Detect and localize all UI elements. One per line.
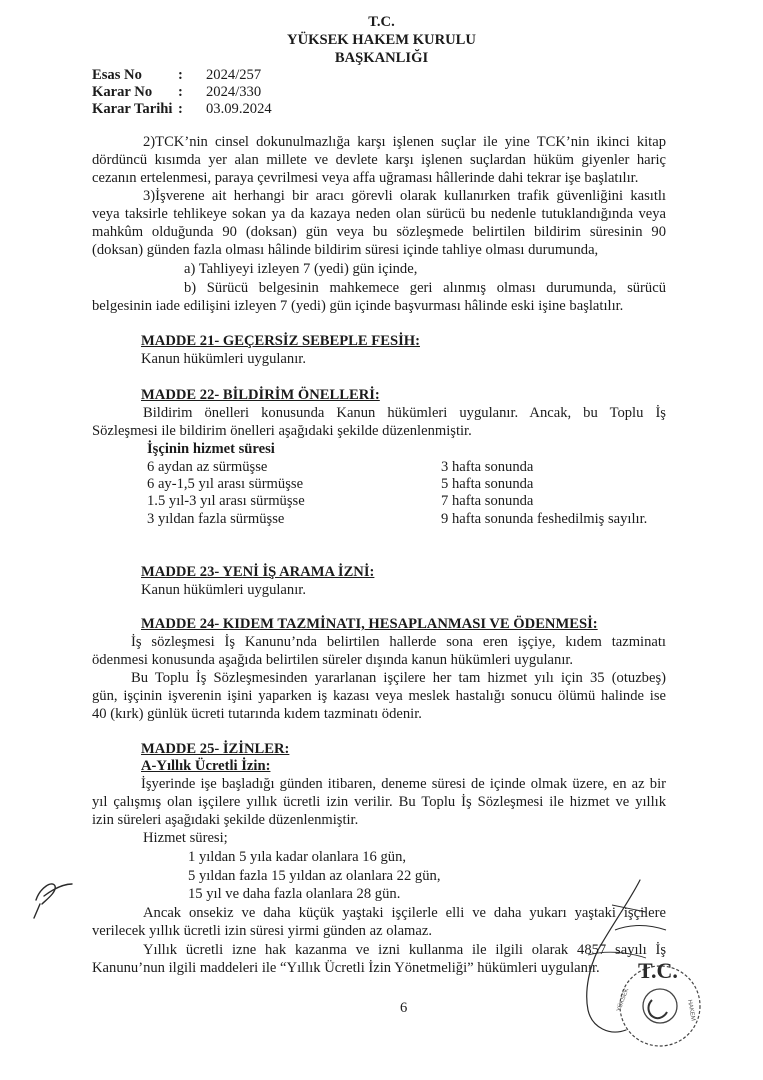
paragraph-line: 2)TCK’nin cinsel dokunulmazlığa karşı işlenen suçlar ile yine TCK’nin ikinci kitap xyxy=(143,134,666,150)
meta-key: Karar Tarihi xyxy=(92,101,173,117)
article-25-subtitle: A-Yıllık Ücretli İzin: xyxy=(141,758,271,774)
svg-text:YÜKSEK: YÜKSEK xyxy=(616,987,631,1013)
paragraph-line: Ancak onsekiz ve daha küçük yaştaki işçilerle elli ve daha yukarı yaştaki işçilere xyxy=(143,905,666,921)
paragraph-line: Sözleşmesi ile bildirim önelleri aşağıdaki şekilde düzenlenmiştir. xyxy=(92,423,472,439)
article-22-title: MADDE 22- BİLDİRİM ÖNELLERİ: xyxy=(141,387,380,403)
paragraph-line: mahkûm olduğunda 90 (doksan) gün veya bu sözleşmede belirtilen bildirim süresinin 90 xyxy=(92,224,666,240)
paragraph-line: b) Sürücü belgesinin mahkemece geri alınmış olması durumunda, sürücü xyxy=(184,280,666,296)
paragraph-line: izin süreleri aşağıdaki şekilde düzenlenmiştir. xyxy=(92,812,359,828)
meta-value: 2024/257 xyxy=(206,67,262,83)
article-23-title: MADDE 23- YENİ İŞ ARAMA İZNİ: xyxy=(141,564,375,580)
notice-row-left: 6 aydan az sürmüşse xyxy=(147,459,268,475)
paragraph-line: a) Tahliyeyi izleyen 7 (yedi) gün içinde, xyxy=(184,261,418,277)
meta-value: 2024/330 xyxy=(206,84,262,100)
notice-row-right: 7 hafta sonunda xyxy=(441,493,534,509)
paragraph-line: ödenmesi konusunda aşağıda belirtilen süreler dışında kanun hükümleri uygulanır. xyxy=(92,652,574,668)
meta-value: 03.09.2024 xyxy=(206,101,272,117)
notice-table-header: İşçinin hizmet süresi xyxy=(147,441,275,457)
meta-sep: : xyxy=(178,67,183,83)
notice-row-right: 5 hafta sonunda xyxy=(441,476,534,492)
notice-row-right: 9 hafta sonunda feshedilmiş sayılır. xyxy=(441,511,648,527)
notice-row-right: 3 hafta sonunda xyxy=(441,459,534,475)
article-21-body: Kanun hükümleri uygulanır. xyxy=(141,351,306,367)
leave-item: 15 yıl ve daha fazla olanlara 28 gün. xyxy=(188,886,401,902)
notice-row-left: 3 yıldan fazla sürmüşse xyxy=(147,511,285,527)
article-24-title: MADDE 24- KIDEM TAZMİNATI, HESAPLANMASI VE ÖDENMESİ: xyxy=(141,616,598,632)
paragraph-line: (doksan) günden fazla olması hâlinde bildirim süresi içinde tahliye olması durumunda, xyxy=(92,242,599,258)
paragraph-line: Bildirim önelleri konusunda Kanun hükümleri uygulanır. Ancak, bu Toplu İş xyxy=(143,405,666,421)
meta-key: Karar No xyxy=(92,84,153,100)
paragraph-line: verilecek yıllık ücretli izin süresi yirmi günden az olamaz. xyxy=(92,923,432,939)
paragraph-line: yıl çalışmış olan işçilere yıllık ücretli izin verilir. Bu Toplu İş Sözleşmesi ile hizmet ve yıllık xyxy=(92,794,666,810)
paragraph-line: cezanın ertelenmesi, paraya çevrilmesi veya affa uğraması hâllerinde dahi tekrar işe başlatılır. xyxy=(92,170,639,186)
meta-sep: : xyxy=(178,84,183,100)
leave-item: 1 yıldan 5 yıla kadar olanlara 16 gün, xyxy=(188,849,407,865)
header-line-presidency: BAŞKANLIĞI xyxy=(334,50,429,66)
article-21-title: MADDE 21- GEÇERSİZ SEBEPLE FESİH: xyxy=(141,333,420,349)
notice-row-left: 1.5 yıl-3 yıl arası sürmüşse xyxy=(147,493,305,509)
service-label: Hizmet süresi; xyxy=(143,830,228,846)
article-25-title: MADDE 25- İZİNLER: xyxy=(141,741,290,757)
svg-text:HAKEM: HAKEM xyxy=(686,999,696,1022)
paragraph-line: İşyerinde işe başladığı günden itibaren, deneme süresi de içinde olmak üzere, en az bir xyxy=(141,776,666,792)
paragraph-line: İş sözleşmesi İş Kanunu’nda belirtilen hallerde sona eren işçiye, kıdem tazminatı xyxy=(131,634,666,650)
paragraph-line: veya taksirle tehlikeye sokan ya da kazaya neden olan sürücü bu nedenle tutuklandığında veya xyxy=(92,206,666,222)
leave-item: 5 yıldan fazla 15 yıldan az olanlara 22 gün, xyxy=(188,868,441,884)
header-line-court: YÜKSEK HAKEM KURULU xyxy=(287,32,476,48)
meta-key: Esas No xyxy=(92,67,142,83)
header-line-tc: T.C. xyxy=(368,14,395,30)
paragraph-line: Kanunu’nun ilgili maddeleri ile “Yıllık Ücretli İzin Yönetmeliği” hükümleri uygulanır. xyxy=(92,960,600,976)
article-23-body: Kanun hükümleri uygulanır. xyxy=(141,582,306,598)
stamp-text: T.C. xyxy=(638,958,678,983)
paragraph-line: Bu Toplu İş Sözleşmesinden yararlanan işçilere her tam hizmet yılı için 35 (otuzbeş) xyxy=(131,670,666,686)
page-number: 6 xyxy=(400,1000,408,1016)
paragraph-line: Yıllık ücretli izne hak kazanma ve izni kullanma ile ilgili olarak 4857 sayılı İş xyxy=(143,942,666,958)
paragraph-line: gün, işçinin işverenin işini yaparken iş kazası veya meslek hastalığı sonucu ölümü halinde ise xyxy=(92,688,666,704)
paragraph-line: 40 (kırk) günlük ücreti tutarında kıdem tazminatı ödenir. xyxy=(92,706,422,722)
notice-row-left: 6 ay-1,5 yıl arası sürmüşse xyxy=(147,476,304,492)
paragraph-line: 3)İşverene ait herhangi bir aracı görevli olarak kullanırken trafik güvenliğini kasıtlı xyxy=(143,188,666,204)
paragraph-line: dördüncü kısımda yer alan millete ve devlete karşı işlenen suçlardan hüküm giyenler hariç xyxy=(92,152,666,168)
meta-sep: : xyxy=(178,101,183,117)
paragraph-line: belgesinin iade edilişini izleyen 7 (yedi) gün içinde başvurması hâlinde eski işine başlatılır. xyxy=(92,298,624,314)
